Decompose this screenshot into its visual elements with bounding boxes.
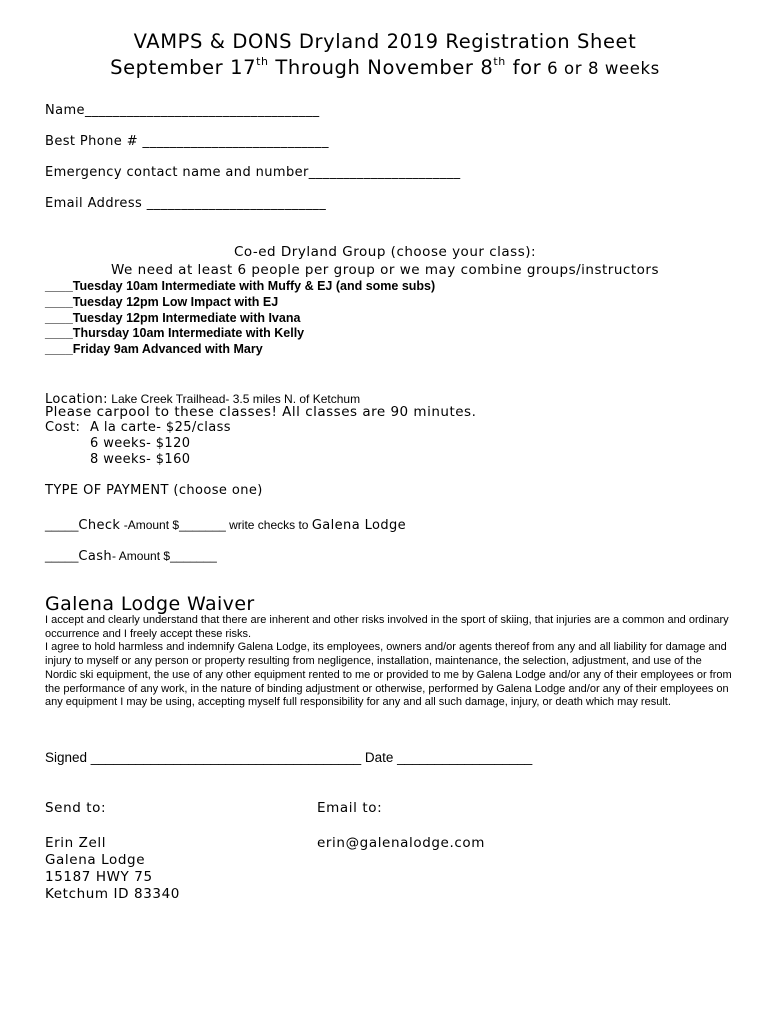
cost-label: Cost: [45,420,81,435]
name-field[interactable]: Name__________________________________ [45,103,320,118]
email-field[interactable]: Email Address __________________________ [45,196,327,211]
cash-amount[interactable]: - Amount $_______ [112,549,217,563]
address-block [45,835,180,903]
payment-cash[interactable] [45,545,217,564]
class-option[interactable]: ____Thursday 10am Intermediate with Kelly [45,326,305,340]
check-blank[interactable]: _____ [45,518,79,532]
waiver-title: Galena Lodge Waiver [45,593,255,615]
cash-blank[interactable]: _____ [45,549,79,563]
cash-label: Cash [78,549,113,564]
cost-6-weeks: 6 weeks- $120 [90,436,191,451]
class-option[interactable]: ____Tuesday 12pm Low Impact with EJ [45,295,279,309]
subtitle-weeks: 6 or 8 weeks [541,59,660,78]
cost-a-la-carte: A la carte- $25/class [90,420,231,435]
class-option[interactable]: ____Friday 9am Advanced with Mary [45,342,263,356]
check-payee: Galena Lodge [311,518,407,533]
subtitle-sup-2: th [493,54,506,68]
subtitle-sup-1: th [256,54,269,68]
group-subheading: We need at least 6 people per group or we may combine groups/instructors [111,262,659,278]
waiver-paragraph-1: I accept and clearly understand that there are inherent and other risks involved in the sport of skiing, that injuries are a common and ordinary occurrence and I freely accept these risks. [45,614,729,640]
recipient-name: Erin Zell [45,835,107,851]
phone-field[interactable]: Best Phone # ___________________________ [45,134,329,149]
recipient-street: 15187 HWY 75 [45,869,153,885]
class-option[interactable]: ____Tuesday 10am Intermediate with Muffy & EJ (and some subs) [45,279,436,293]
recipient-org: Galena Lodge [45,852,146,868]
date-label[interactable]: ____________ Date __________________ [270,750,533,765]
page-subtitle [0,56,770,79]
send-to-label: Send to: [45,800,107,816]
check-label: Check [78,518,121,533]
location-value: Lake Creek Trailhead- 3.5 miles N. of Ketchum [107,392,361,406]
payment-check[interactable] [45,514,406,533]
waiver-body [45,614,735,710]
waiver-paragraph-2: I agree to hold harmless and indemnify Galena Lodge, its employees, owners and/or agents thereof from any and all liability for damage and injury to myself or any person or property resulting from negligence, installation, maintenance, the selection, adjustment, and use of the Nordic ski equipment, the use of any other equipment rented to me or provided to me by Galena Lodge and/or any of their employees or from the performance of any work, in the nature of binding adjustment or otherwise, performed by Galena Lodge and/or any of their employees on any equipment I may be using, accepting myself full responsibility for any and all such damage, injury, or death which may result. [45,641,732,709]
subtitle-for: for [505,56,542,79]
recipient-city: Ketchum ID 83340 [45,886,180,902]
signature-line[interactable] [45,750,532,765]
subtitle-date-end: Through November 8 [268,56,494,79]
email-to-label: Email to: [317,800,383,816]
page-title: VAMPS & DONS Dryland 2019 Registration Sheet [133,30,637,53]
cost-8-weeks: 8 weeks- $160 [90,452,191,467]
payment-heading: TYPE OF PAYMENT (choose one) [45,483,263,498]
subtitle-date-start: September 17 [110,56,257,79]
carpool-note: Please carpool to these classes! All classes are 90 minutes. [45,404,477,420]
check-amount[interactable]: -Amount $_______ write checks to [120,518,312,532]
group-heading: Co-ed Dryland Group (choose your class): [233,244,537,260]
signed-label[interactable]: Signed ________________________ [45,750,271,765]
emergency-contact-field[interactable]: Emergency contact name and number______________________ [45,165,461,180]
location-label: Location: [45,392,108,407]
recipient-email[interactable]: erin@galenalodge.com [317,835,485,851]
class-option[interactable]: ____Tuesday 12pm Intermediate with Ivana [45,311,301,325]
